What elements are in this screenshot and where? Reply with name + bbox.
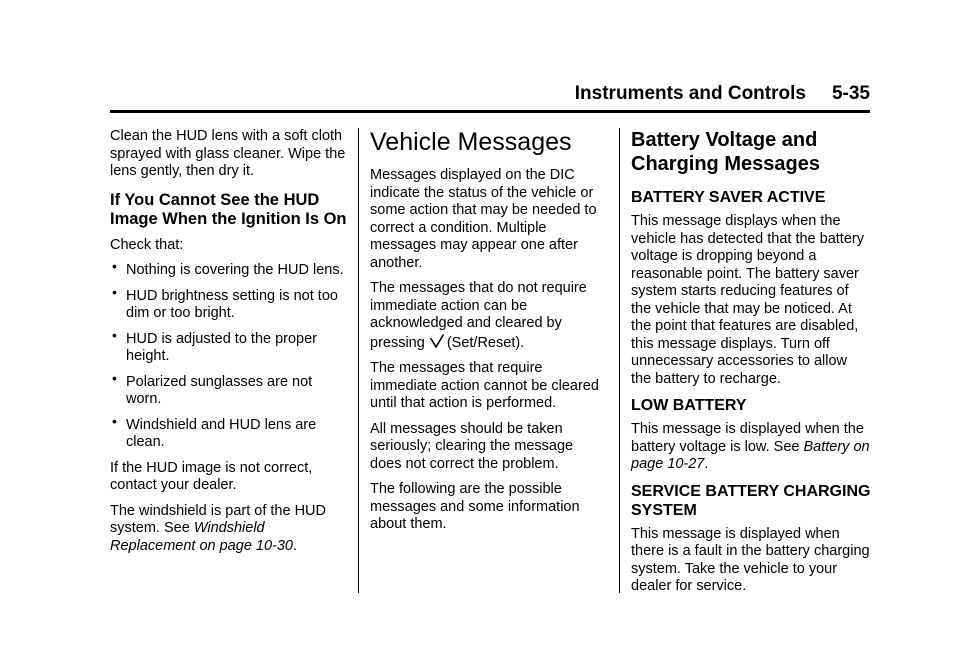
column-2 <box>370 128 608 542</box>
list-item: • HUD brightness setting is not too dim or too bright. <box>112 283 338 321</box>
service-battery-heading: SERVICE BATTERY CHARGING SYSTEM <box>631 482 871 519</box>
list-item: • Polarized sunglasses are not worn. <box>112 369 313 407</box>
battery-messages-title: Battery Voltage and Charging Messages <box>631 129 820 175</box>
bullet-icon: • <box>112 258 117 274</box>
column-divider-1 <box>358 128 359 593</box>
page-header <box>110 80 870 108</box>
column-1 <box>110 128 350 563</box>
windshield-reference-link[interactable]: Windshield Replacement on page 10-30 <box>110 520 293 554</box>
list-item: • HUD is adjusted to the proper height. <box>112 326 318 364</box>
checkmark-icon <box>429 333 445 349</box>
bullet-icon: • <box>112 326 117 343</box>
check-that-text: Check that: <box>110 236 184 253</box>
possible-messages-paragraph: The following are the possible messages and some information about them. <box>370 481 580 532</box>
battery-saver-heading: BATTERY SAVER ACTIVE <box>631 189 826 206</box>
acknowledge-paragraph: The messages that do not require immediate action can be acknowledged and cleared by pressing (Set/Reset). <box>370 280 587 351</box>
dic-messages-paragraph: Messages displayed on the DIC indicate the status of the vehicle or some action that may be needed to correct a condition. Multiple messages may appear one after another. <box>370 167 597 271</box>
windshield-paragraph: The windshield is part of the HUD system. See Windshield Replacement on page 10-30. <box>110 502 326 554</box>
hud-not-correct-paragraph: If the HUD image is not correct, contact your dealer. <box>110 459 313 493</box>
hud-troubleshoot-heading: If You Cannot See the HUD Image When the Ignition Is On <box>110 190 347 228</box>
taken-seriously-paragraph: All messages should be taken seriously; clearing the message does not correct the problem. <box>370 420 574 472</box>
list-item: • Windshield and HUD lens are clean. <box>112 412 317 450</box>
section-title: Instruments and Controls <box>574 83 806 104</box>
battery-saver-paragraph: This message displays when the vehicle has detected that the battery voltage is dropping beyond a reasonable point. The battery saver system starts reducing features of the vehicle that may be noticed. At the point that features are disabled, this message displays. Turn off unnecessary accessories to allow the battery to recharge. <box>631 213 864 387</box>
bullet-icon: • <box>112 412 117 429</box>
battery-reference-link[interactable]: Battery on page 10-27 <box>631 438 870 472</box>
service-battery-paragraph: This message is displayed when there is a fault in the battery charging system. Take the vehicle to your dealer for service. <box>631 525 870 594</box>
column-divider-2 <box>619 128 620 593</box>
low-battery-heading: LOW BATTERY <box>631 397 747 414</box>
list-item: • Nothing is covering the HUD lens. <box>112 258 344 278</box>
hud-checklist <box>110 258 350 452</box>
low-battery-paragraph: This message is displayed when the battery voltage is low. See Battery on page 10-27. <box>631 421 870 472</box>
bullet-icon: • <box>112 283 117 300</box>
vehicle-messages-title: Vehicle Messages <box>370 128 572 156</box>
immediate-action-paragraph: The messages that require immediate action cannot be cleared until that action is performed. <box>370 360 599 411</box>
hud-clean-paragraph: Clean the HUD lens with a soft cloth sprayed with glass cleaner. Wipe the lens gently, then dry it. <box>110 128 346 179</box>
column-3 <box>631 128 871 604</box>
page-number: 5-35 <box>831 83 870 104</box>
header-rule <box>110 110 870 113</box>
bullet-icon: • <box>112 369 117 386</box>
